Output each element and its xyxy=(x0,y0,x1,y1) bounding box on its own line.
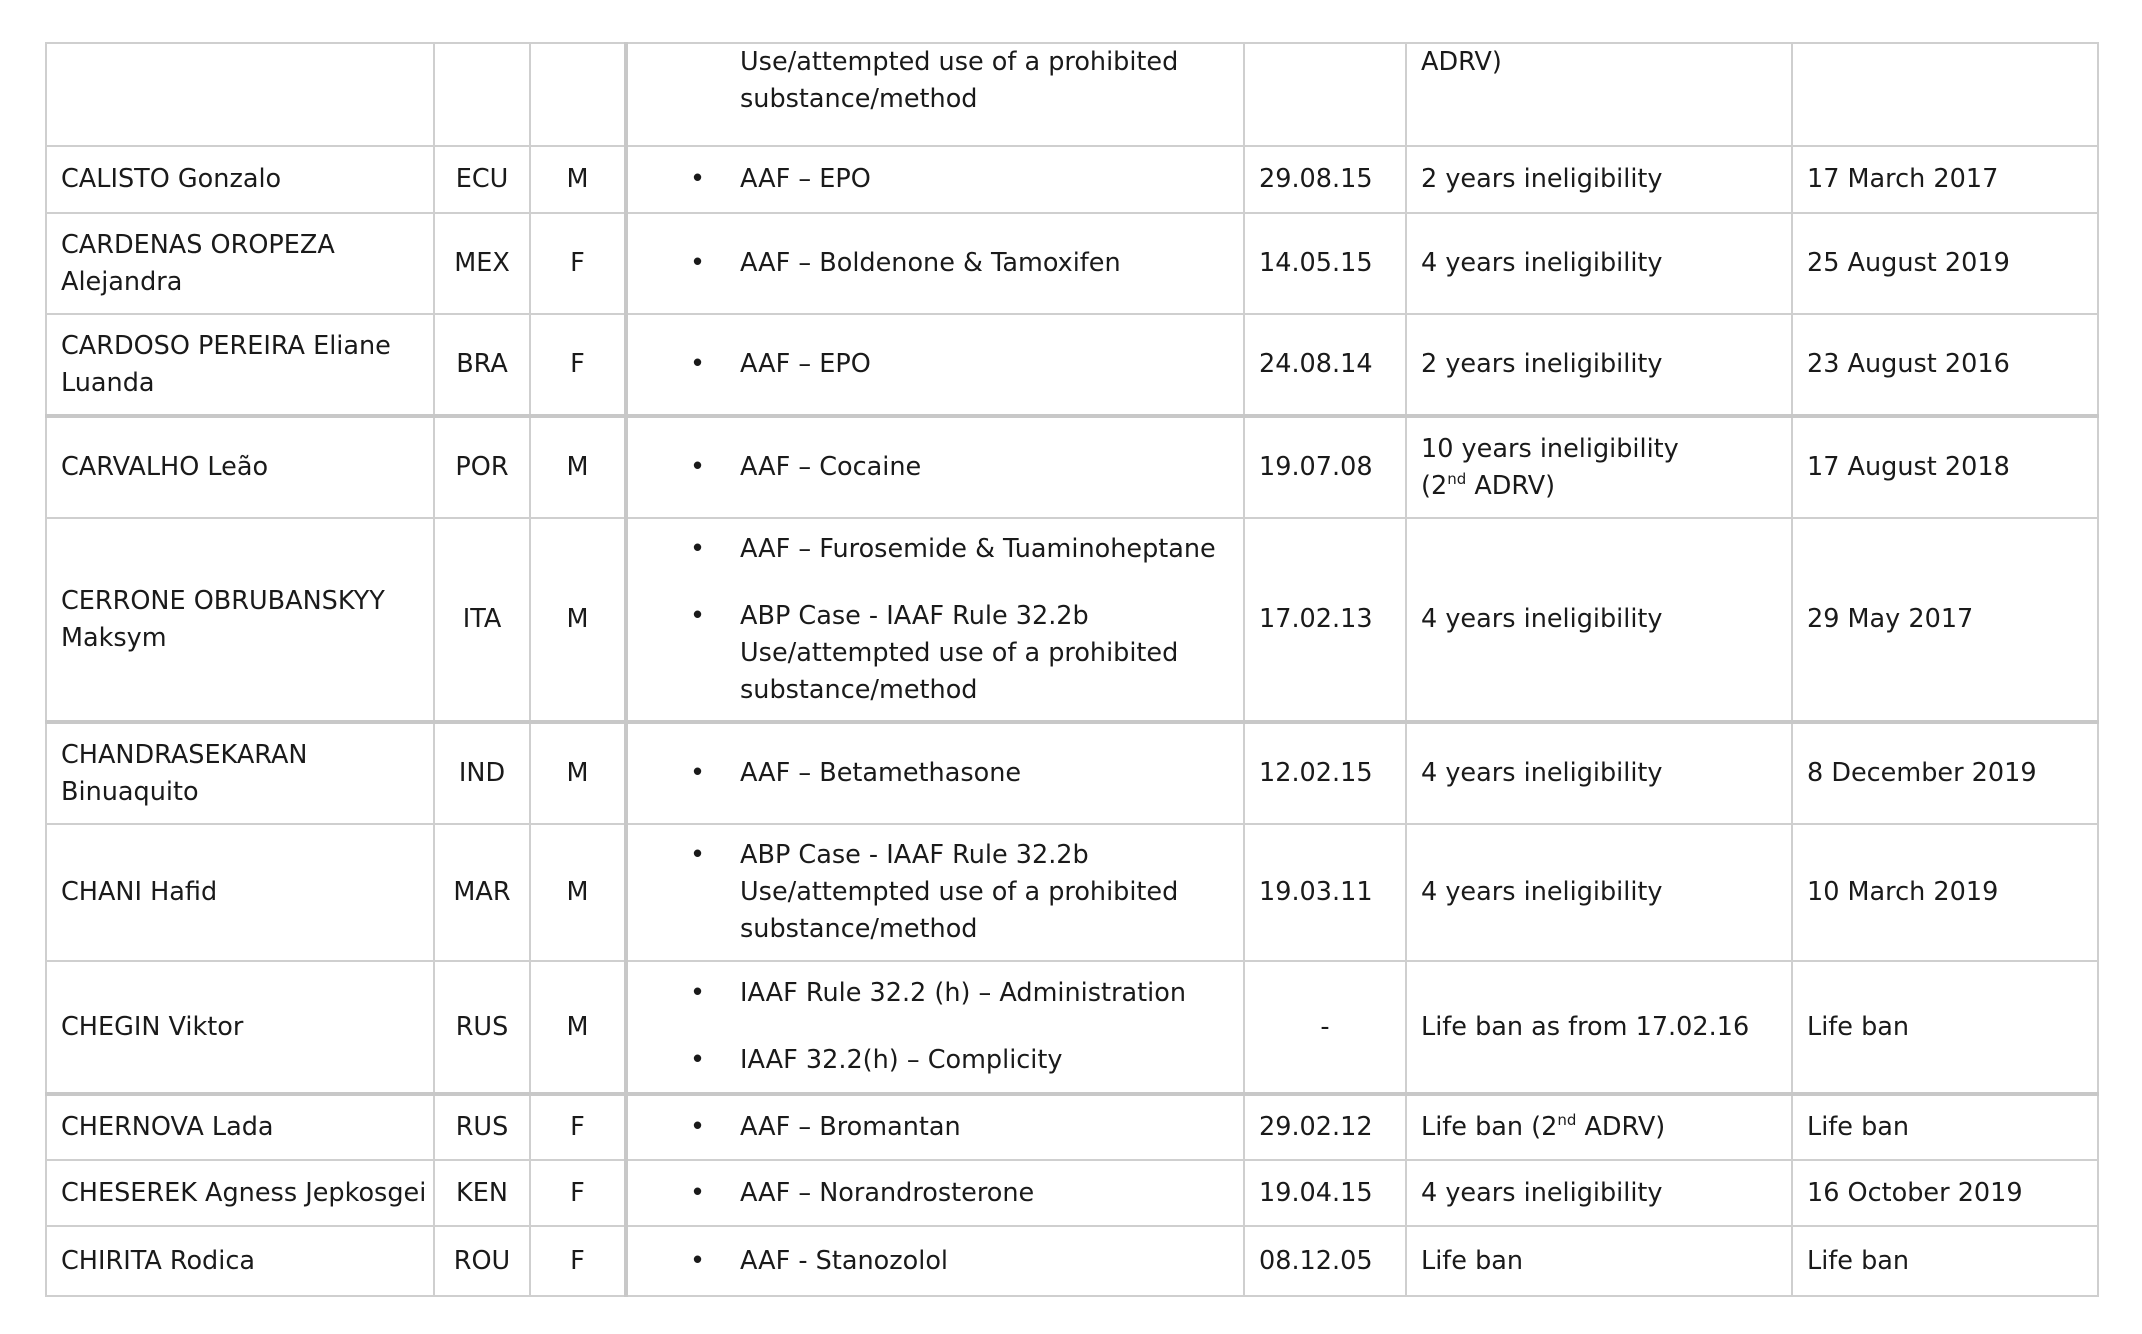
violation-item: • AAF – Bromantan xyxy=(628,1109,1229,1146)
table-row xyxy=(46,146,2098,213)
date-cell: 29.08.15 xyxy=(1244,146,1406,213)
sex-cell: F xyxy=(530,1160,626,1226)
until-cell: 8 December 2019 xyxy=(1792,722,2098,824)
nationality-cell: MAR xyxy=(434,824,530,961)
sex-cell: M xyxy=(530,518,626,722)
ordinal-suffix: nd xyxy=(1557,1111,1577,1129)
sanction-text: ADRV) xyxy=(1421,47,1502,77)
athlete-name-cell xyxy=(46,824,434,961)
athlete-name: CHANI Hafid xyxy=(61,877,218,907)
athlete-name: CARDOSO PEREIRA Eliane xyxy=(61,330,391,361)
until-cell: 17 August 2018 xyxy=(1792,416,2098,518)
violation-item: • ABP Case - IAAF Rule 32.2b xyxy=(628,837,1229,874)
until-cell: 23 August 2016 xyxy=(1792,314,2098,416)
table-row xyxy=(46,213,2098,314)
until-cell: Life ban xyxy=(1792,1226,2098,1296)
athlete-name-cell xyxy=(46,518,434,722)
athlete-name-cont: Binuaquito xyxy=(61,776,199,807)
date-cell: 19.03.11 xyxy=(1244,824,1406,961)
sex-cell: M xyxy=(530,722,626,824)
sex-cell: F xyxy=(530,1094,626,1160)
until-cell: 25 August 2019 xyxy=(1792,213,2098,314)
sanction-cell xyxy=(1406,1094,1792,1160)
violation-item: • AAF – Furosemide & Tuaminoheptane xyxy=(628,531,1229,568)
athlete-name-cell xyxy=(46,1094,434,1160)
nationality-cell: RUS xyxy=(434,961,530,1094)
sanction-cell: 4 years ineligibility xyxy=(1406,824,1792,961)
violation-line: Use/attempted use of a prohibited xyxy=(740,47,1179,77)
date-cell: 17.02.13 xyxy=(1244,518,1406,722)
until-cell: 10 March 2019 xyxy=(1792,824,2098,961)
sanction-cell: 4 years ineligibility xyxy=(1406,213,1792,314)
violation-item: • AAF - Stanozolol xyxy=(628,1243,1229,1280)
violation-cell xyxy=(626,1226,1244,1296)
sex-cell: F xyxy=(530,213,626,314)
until-cell: 16 October 2019 xyxy=(1792,1160,2098,1226)
sanction-fragment: Life ban (2 xyxy=(1421,1112,1558,1142)
athlete-name: CARVALHO Leão xyxy=(61,452,269,482)
table-row xyxy=(46,314,2098,416)
athlete-name-cont: Maksym xyxy=(61,622,167,653)
sanction-cell: 4 years ineligibility xyxy=(1406,722,1792,824)
sanction-cell xyxy=(1406,416,1792,518)
table-row xyxy=(46,961,2098,1094)
date-cell: 19.07.08 xyxy=(1244,416,1406,518)
until-cell xyxy=(1792,43,2098,146)
violation-line: substance/method xyxy=(740,84,978,114)
date-cell: 29.02.12 xyxy=(1244,1094,1406,1160)
nationality-cell: MEX xyxy=(434,213,530,314)
sanction-cell: 2 years ineligibility xyxy=(1406,146,1792,213)
athlete-name-cont: Alejandra xyxy=(61,266,183,297)
date-cell: 24.08.14 xyxy=(1244,314,1406,416)
table-row xyxy=(46,1160,2098,1226)
sex-cell: M xyxy=(530,961,626,1094)
violation-cell xyxy=(626,1094,1244,1160)
sanction-text-cont xyxy=(1421,468,1777,505)
nationality-cell: POR xyxy=(434,416,530,518)
until-cell: Life ban xyxy=(1792,1094,2098,1160)
item-gap xyxy=(628,568,1229,598)
athlete-name-cell xyxy=(46,1160,434,1226)
sanction-text: 10 years ineligibility xyxy=(1421,433,1679,464)
athlete-name: CHIRITA Rodica xyxy=(61,1245,255,1276)
nationality-cell xyxy=(434,43,530,146)
table-row xyxy=(46,824,2098,961)
violation-item: • AAF – Cocaine xyxy=(628,449,1229,486)
ordinal-suffix: nd xyxy=(1447,469,1467,488)
violation-cell xyxy=(626,146,1244,213)
sex-cell: F xyxy=(530,314,626,416)
athlete-name: CHANDRASEKARAN xyxy=(61,739,308,770)
nationality-cell: KEN xyxy=(434,1160,530,1226)
nationality-cell: ROU xyxy=(434,1226,530,1296)
nationality-cell: ITA xyxy=(434,518,530,722)
table-row xyxy=(46,1226,2098,1296)
date-cell: 12.02.15 xyxy=(1244,722,1406,824)
sex-cell xyxy=(530,43,626,146)
violation-item: • ABP Case - IAAF Rule 32.2b xyxy=(628,598,1229,635)
athlete-name-cell xyxy=(46,722,434,824)
athlete-name: CHESEREK Agness Jepkosgei xyxy=(61,1177,427,1208)
nationality-cell: RUS xyxy=(434,1094,530,1160)
date-cell: 19.04.15 xyxy=(1244,1160,1406,1226)
violation-cell xyxy=(626,722,1244,824)
until-cell: 29 May 2017 xyxy=(1792,518,2098,722)
violation-cell xyxy=(626,314,1244,416)
sex-cell: M xyxy=(530,416,626,518)
table-row xyxy=(46,416,2098,518)
date-cell: 08.12.05 xyxy=(1244,1226,1406,1296)
sanctions-table xyxy=(45,42,2099,1297)
violation-cell xyxy=(626,1160,1244,1226)
violation-cell xyxy=(626,213,1244,314)
athlete-name-cell xyxy=(46,961,434,1094)
date-cell: 14.05.15 xyxy=(1244,213,1406,314)
until-cell: 17 March 2017 xyxy=(1792,146,2098,213)
sex-cell: M xyxy=(530,824,626,961)
nationality-cell: IND xyxy=(434,722,530,824)
violation-cell xyxy=(626,43,1244,146)
table-row xyxy=(46,43,2098,146)
athlete-name-cell xyxy=(46,416,434,518)
table-row xyxy=(46,518,2098,722)
table-row xyxy=(46,1094,2098,1160)
violation-item: • AAF – Norandrosterone xyxy=(628,1175,1229,1212)
violation-item: • IAAF 32.2(h) – Complicity xyxy=(628,1042,1229,1079)
date-cell xyxy=(1244,43,1406,146)
violation-cell xyxy=(626,416,1244,518)
table-row xyxy=(46,722,2098,824)
athlete-name-cell xyxy=(46,43,434,146)
violation-cell xyxy=(626,961,1244,1094)
violation-line: Use/attempted use of a prohibited xyxy=(740,877,1179,907)
athlete-name-cell xyxy=(46,314,434,416)
violation-cell xyxy=(626,824,1244,961)
nationality-cell: ECU xyxy=(434,146,530,213)
athlete-name-cell xyxy=(46,1226,434,1296)
athlete-name: CERRONE OBRUBANSKYY xyxy=(61,585,385,616)
violation-item: • IAAF Rule 32.2 (h) – Administration xyxy=(628,975,1229,1012)
athlete-name: CHERNOVA Lada xyxy=(61,1112,274,1142)
nationality-cell: BRA xyxy=(434,314,530,416)
sanction-fragment: ADRV) xyxy=(1466,470,1556,501)
violation-line: substance/method xyxy=(740,675,978,705)
athlete-name: CALISTO Gonzalo xyxy=(61,164,282,194)
sanction-fragment: (2 xyxy=(1421,470,1448,501)
violation-item: • AAF – Boldenone & Tamoxifen xyxy=(628,245,1229,282)
date-cell: - xyxy=(1244,961,1406,1094)
sanction-cell: Life ban xyxy=(1406,1226,1792,1296)
sanction-cell: 2 years ineligibility xyxy=(1406,314,1792,416)
athlete-name: CARDENAS OROPEZA xyxy=(61,229,335,260)
violation-line: Use/attempted use of a prohibited xyxy=(740,638,1179,668)
sex-cell: M xyxy=(530,146,626,213)
sanction-cell: 4 years ineligibility xyxy=(1406,1160,1792,1226)
violation-line: substance/method xyxy=(740,914,978,944)
item-gap xyxy=(628,1012,1229,1042)
athlete-name-cell xyxy=(46,213,434,314)
athlete-name-cell xyxy=(46,146,434,213)
violation-item: • AAF – EPO xyxy=(628,346,1229,383)
athlete-name: CHEGIN Viktor xyxy=(61,1011,244,1042)
violation-cell xyxy=(626,518,1244,722)
sanction-cell: Life ban as from 17.02.16 xyxy=(1406,961,1792,1094)
athlete-name-cont: Luanda xyxy=(61,367,155,398)
sex-cell: F xyxy=(530,1226,626,1296)
sanction-cell xyxy=(1406,43,1792,146)
violation-item: • AAF – Betamethasone xyxy=(628,755,1229,792)
violation-item: • AAF – EPO xyxy=(628,161,1229,198)
sanction-cell: 4 years ineligibility xyxy=(1406,518,1792,722)
until-cell: Life ban xyxy=(1792,961,2098,1094)
sanction-fragment: ADRV) xyxy=(1576,1112,1666,1142)
